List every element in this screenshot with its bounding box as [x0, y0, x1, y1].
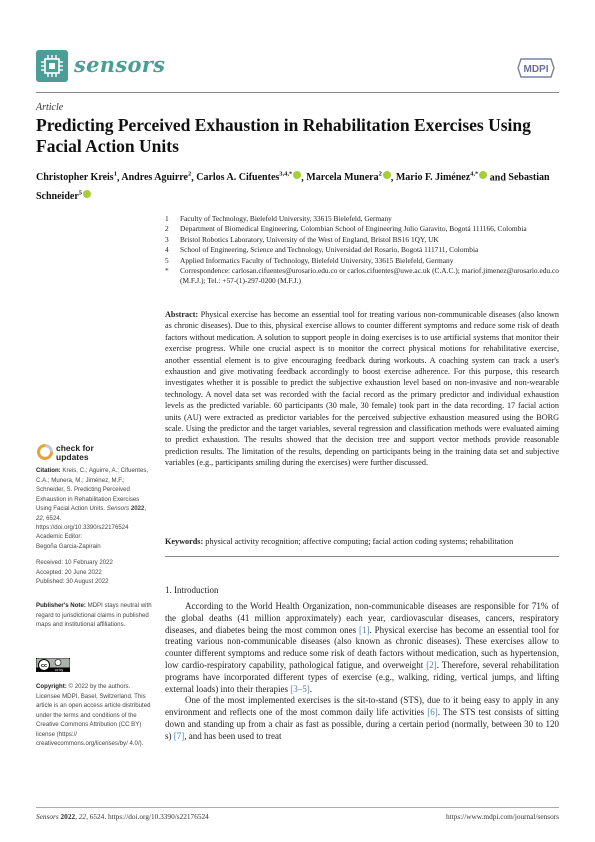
author[interactable]: Christopher Kreis$^1$ [36, 171, 117, 184]
journal-name[interactable]: sensors [74, 52, 166, 77]
publisher-note-text: MDPI stays neutral with regard to jurisdictional claims in published maps and institutional affiliations. [36, 602, 152, 628]
affiliation-item: 4 School of Engineering, Science and Technology, Universidad del Rosario, Bogotá 111711, Colombia [165, 245, 479, 255]
license-badge-text: cc by [54, 668, 64, 672]
published-date: Published: 30 August 2022 [36, 578, 109, 585]
citation-journal: Sensors [106, 505, 130, 512]
received-date: Received: 10 February 2022 [36, 559, 113, 566]
editor-label: Academic Editor: [36, 533, 83, 540]
citation-link[interactable]: [1] [359, 624, 370, 635]
citation-link[interactable]: [2] [426, 659, 437, 670]
article-title: Predicting Perceived Exhaustion in Rehabilitation Exercises Using Facial Action Units [36, 115, 531, 156]
publisher-note [36, 601, 154, 630]
abstract-label: Abstract: [165, 310, 199, 319]
orcid-icon[interactable] [383, 171, 391, 179]
section-heading-introduction: 1. Introduction [165, 585, 219, 595]
author[interactable]: Mario F. Jiménez$^{4,*}$ [396, 172, 487, 183]
copyright-label: Copyright: [36, 683, 67, 690]
check-for-updates-button[interactable] [36, 443, 146, 465]
check-updates-line2: updates [56, 452, 89, 462]
editor-name: Begoña Garcia-Zapirain [36, 542, 101, 550]
footer-journal-url[interactable]: https://www.mdpi.com/journal/sensors [445, 812, 559, 821]
author[interactable]: Carlos A. Cifuentes$^{3,4,*}$ [196, 172, 301, 183]
author[interactable]: Andres Aguirre$^2$ [121, 171, 192, 184]
abstract-text: Physical exercise has become an essential tool for treating various non-communicable diseases (also known as chronic diseases). Due to this, physical exercise allows to counter different symptoms and reduce some risk of death factors without medication. A solution to support people in doing exercises is to use artificial systems that monitor their exercise progress. While one crucial aspect is to monitor the correct physical motions for rehabilitative exercise, another essential element is to give encouraging feedback during workouts. A coaching system can track a user's exhaustion and give motivating feedback accordingly to boost exercise adherence. For this purpose, this research investigates whether it is possible to predict the subjective exhaustion level based on non-invasive and non-wearable technology. A novel data set was recorded with the facial record as the primary predictor and individual exhaustion levels as the predicted variable. 60 participants (30 male, 30 female) took part in the data recording. 17 facial action units (AU) were extracted as predictor variables for the perceived subjective exhaustion measured using the BORG scale. Using the predictor and the target variables, several regression and classification methods were evaluated aiming to predict exhaustion. The results showed that the decision tree and support vector methods provide reasonable prediction results. The limitation of the results, depending on participants being in the training data set and subjective variables (e.g., participants smiling during the exercises) were further discussed. [165, 310, 559, 468]
header-divider [36, 92, 559, 93]
author[interactable]: Sebastian Schneider$^5$ [36, 172, 550, 202]
citation-text: Kreis, C.; Aguirre, A.; Cifuentes, C.A.; Munera, M.; Jiménez, M.F.; Schneider, S. Predicting Perceived Exhaustion in Rehabilitation Exercises Using Facial Action Units. [36, 467, 149, 512]
svg-text:cc: cc [40, 663, 48, 669]
introduction-body [165, 601, 559, 743]
citation-doi[interactable]: 6524. https://doi.org/10.3390/s22176524 [36, 514, 129, 531]
citation-volume: 22 [36, 514, 43, 522]
footer-citation: Sensors 2022, 22, 6524. https://doi.org/10.3390/s22176524 [36, 812, 209, 821]
affiliation-item: 1 Faculty of Technology, Bielefeld University, 33615 Bielefeld, Germany [165, 214, 392, 223]
affiliation-item: * Correspondence: carlosan.cifuentes@urosario.edu.co or carlos.cifuentes@uwe.ac.uk (C.A.C.); mariof.jimenez@urosario.edu.co (M.F.J.); Tel.: +57-(1)-297-0200 (M.F.J.) [165, 266, 559, 286]
check-updates-line1: check for [56, 443, 94, 453]
affiliation-item: 5 Applied Informatics Faculty of Technology, Bielefeld University, 33615 Bielefeld, Germany [165, 255, 454, 265]
orcid-icon[interactable] [479, 171, 487, 179]
journal-logo-icon [36, 50, 68, 82]
affiliation-item: 3 Bristol Robotics Laboratory, University of the West of England, Bristol BS16 1QY, UK [165, 234, 439, 244]
mdpi-logo-text: MDPI [523, 64, 549, 75]
academic-editor [36, 532, 154, 551]
affiliations [165, 214, 559, 287]
orcid-icon[interactable] [293, 171, 301, 179]
affiliation-item: 2 Department of Biomedical Engineering, Colombian School of Engineering Julio Garavito, Bogotá 111166, Colombia [165, 224, 527, 234]
section-divider [165, 556, 559, 557]
author[interactable]: Marcela Munera$^2$ [306, 172, 391, 183]
author-list: Christopher Kreis$^1$, Andres Aguirre$^2$, Carlos A. Cifuentes$^{3,4,*}$ , Marcela Munera$^2$ , Mario F. Jiménez$^{4,*}$ and Sebastian Schneider$^5$ [36, 171, 550, 202]
keywords-label: Keywords: [165, 537, 204, 546]
citation-year: 2022 [130, 505, 145, 512]
citation-link[interactable]: [6] [427, 707, 438, 718]
intro-paragraph: One of the most implemented exercises is the sit-to-stand (STS), due to it being easy to apply in any environment and reflects one of the most common daily life activities [6]. The STS test consists of sitting down and standing up from a chair as fast as possible, during a certain period (normally, between 30 to 120 s) [7], and has been used to treat [165, 695, 559, 741]
citation-block: Citation: Kreis, C.; Aguirre, A.; Cifuentes, C.A.; Munera, M.; Jiménez, M.F.; Schneider, S. Predicting Perceived Exhaustion in Rehabilitation Exercises Using Facial Action Units. Sensors 2022, 22, 6524. https://doi.org/10.3390/s22176524 [36, 467, 149, 531]
publisher-note-label: Publisher's Note: [36, 602, 86, 609]
abstract [165, 309, 559, 469]
intro-paragraph: According to the World Health Organization, non-communicable diseases are responsible for 71% of the global deaths (41 million approximately) each year, cardiovascular diseases, cancers, respiratory diseases, and diabetes being the most common ones [1]. Physical exercise has become an essential tool for treating various non-communicable diseases (also known as chronic diseases). These exercises allow to counter different symptoms and reduce some risk of death factors without medication, such as hypertension, low cardio-respiratory capability, pathological fatigue, and overweight [2]. Therefore, several rehabilitation programs have incorporated different types of exercise (e.g., walking, riding, vertical jumps, and lifting external loads) into their therapies [3–5]. [165, 601, 559, 694]
check-updates-icon [36, 443, 54, 463]
dates [36, 558, 154, 587]
orcid-icon[interactable] [83, 190, 91, 198]
citation-link[interactable]: [3–5] [290, 683, 310, 694]
copyright-text: © 2022 by the authors. Licensee MDPI, Basel, Switzerland. This article is an open access article distributed under the terms and conditions of the Creative Commons Attribution (CC BY) license (https:// creativecommons.org/licenses/by/ 4.0/). [36, 683, 151, 747]
cc-by-license-icon[interactable] [36, 658, 70, 672]
accepted-date: Accepted: 20 June 2022 [36, 568, 102, 576]
article-type: Article [36, 102, 64, 113]
keywords [165, 536, 559, 547]
keywords-text: physical activity recognition; affective computing; facial action coding systems; rehabilitation [205, 537, 514, 546]
footer-divider [36, 807, 559, 808]
copyright [36, 682, 154, 749]
mdpi-logo-icon[interactable] [517, 57, 555, 79]
citation-link[interactable]: [7] [173, 730, 185, 741]
citation-label: Citation: [36, 467, 61, 474]
